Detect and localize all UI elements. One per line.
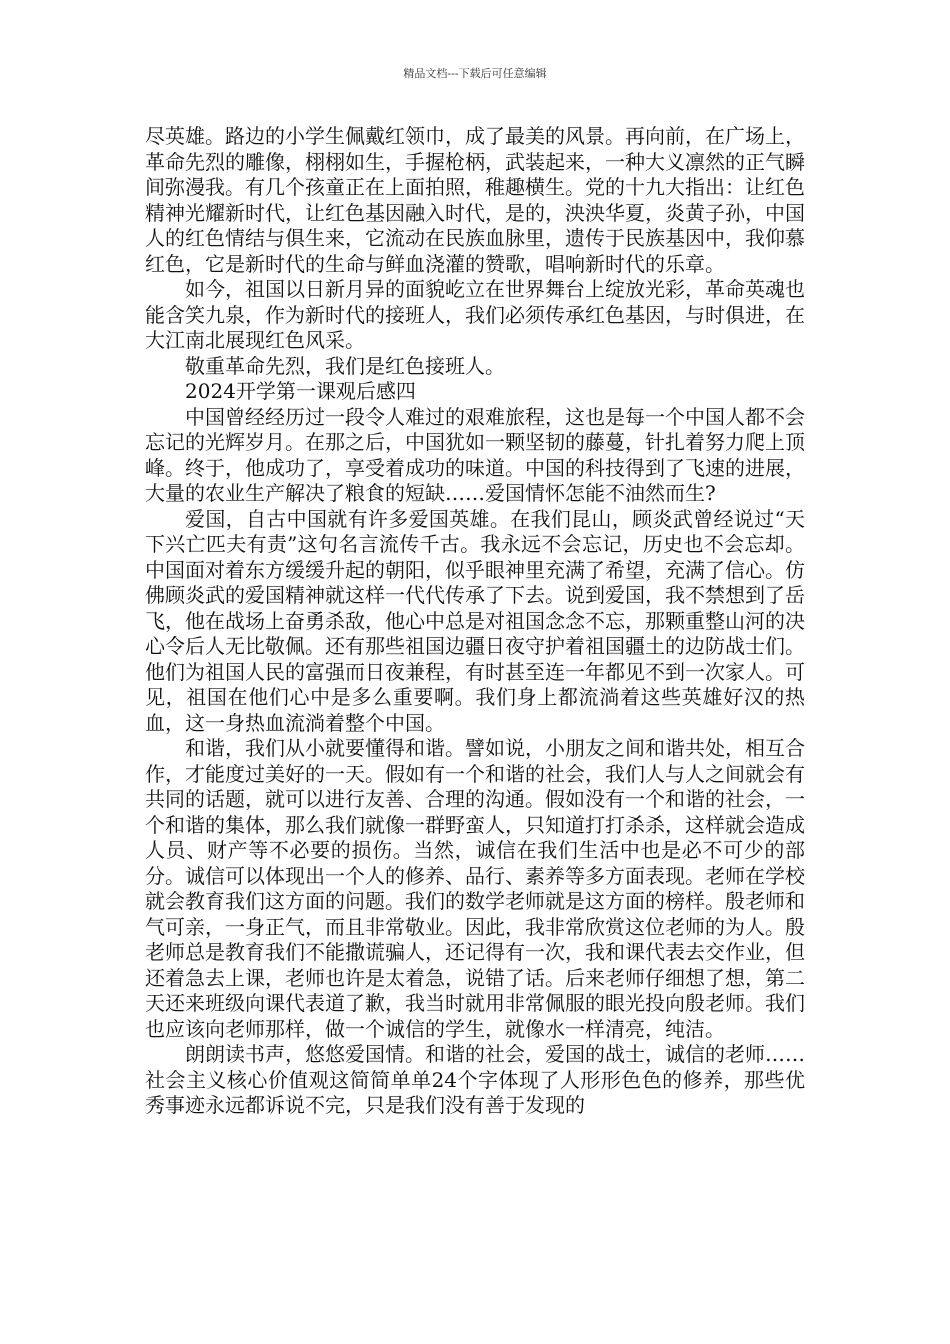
paragraph: 爱国，自古中国就有许多爱国英雄。在我们昆山，顾炎武曾经说过“天下兴亡匹夫有责”这句名言流传千古。我永远不会忘记，历史也不会忘却。中国面对着东方缓缓升起的朝阳，似乎眼神里充满了希望，充满了信心。仿佛顾炎武的爱国精神就这样一代代传承了下去。说到爱国，我不禁想到了岳飞，他在战场上奋勇杀敌，他心中总是对祖国念念不忘，那颗重整山河的决心令后人无比敬佩。还有那些祖国边疆日夜守护着祖国疆土的边防战士们。他们为祖国人民的富强而日夜兼程，有时甚至连一年都见不到一次家人。可见，祖国在他们心中是多么重要啊。我们身上都流淌着这些英雄好汉的热血，这一身热血流淌着整个中国。 [145, 506, 805, 735]
paragraph: 如今，祖国以日新月异的面貌屹立在世界舞台上绽放光彩，革命英魂也能含笑九泉，作为新时代的接班人，我们必须传承红色基因，与时俱进，在大江南北展现红色风采。 [145, 277, 805, 352]
document-body [145, 124, 805, 1119]
paragraph: 敬重革命先烈，我们是红色接班人。 [185, 353, 505, 378]
paragraph: 和谐，我们从小就要懂得和谐。譬如说，小朋友之间和谐共处，相互合作，才能度过美好的一天。假如有一个和谐的社会，我们人与人之间就会有共同的话题，就可以进行友善、合理的沟通。假如没有一个和谐的社会，一个和谐的集体，那么我们就像一群野蛮人，只知道打打杀杀，这样就会造成人员、财产等不必要的损伤。当然，诚信在我们生活中也是必不可少的部分。诚信可以体现出一个人的修养、品行、素养等多方面表现。老师在学校就会教育我们这方面的问题。我们的数学老师就是这方面的榜样。殷老师和气可亲，一身正气，而且非常敬业。因此，我非常欣赏这位老师的为人。殷老师总是教育我们不能撒谎骗人，还记得有一次，我和课代表去交作业，但还着急去上课，老师也许是太着急，说错了话。后来老师仔细想了想，第二天还来班级向课代表道了歉，我当时就用非常佩服的眼光投向殷老师。我们也应该向老师那样，做一个诚信的学生，就像水一样清亮，纯洁。 [145, 736, 805, 1041]
section-heading: 2024开学第一课观后感四 [185, 379, 416, 403]
page-header: 精品文档---下载后可任意编辑 [403, 67, 547, 80]
paragraph: 中国曾经经历过一段令人难过的艰难旅程，这也是每一个中国人都不会忘记的光辉岁月。在那之后，中国犹如一颗坚韧的藤蔓，针扎着努力爬上顶峰。终于，他成功了，享受着成功的味道。中国的科技得到了飞速的进展，大量的农业生产解决了粮食的短缺……爱国情怀怎能不油然而生? [145, 404, 805, 505]
paragraph: 尽英雄。路边的小学生佩戴红领巾，成了最美的风景。再向前，在广场上，革命先烈的雕像，栩栩如生，手握枪柄，武装起来，一种大义凛然的正气瞬间弥漫我。有几个孩童正在上面拍照，稚趣横生。党的十九大指出：让红色精神光耀新时代，让红色基因融入时代，是的，泱泱华夏，炎黄子孙，中国人的红色情结与俱生来，它流动在民族血脉里，遗传于民族基因中，我仰慕红色，它是新时代的生命与鲜血浇灌的赞歌，唱响新时代的乐章。 [145, 124, 805, 276]
paragraph: 朗朗读书声，悠悠爱国情。和谐的社会，爱国的战士，诚信的老师……社会主义核心价值观这简简单单24个字体现了人形形色色的修养，那些优秀事迹永远都诉说不完，只是我们没有善于发现的 [145, 1042, 805, 1117]
